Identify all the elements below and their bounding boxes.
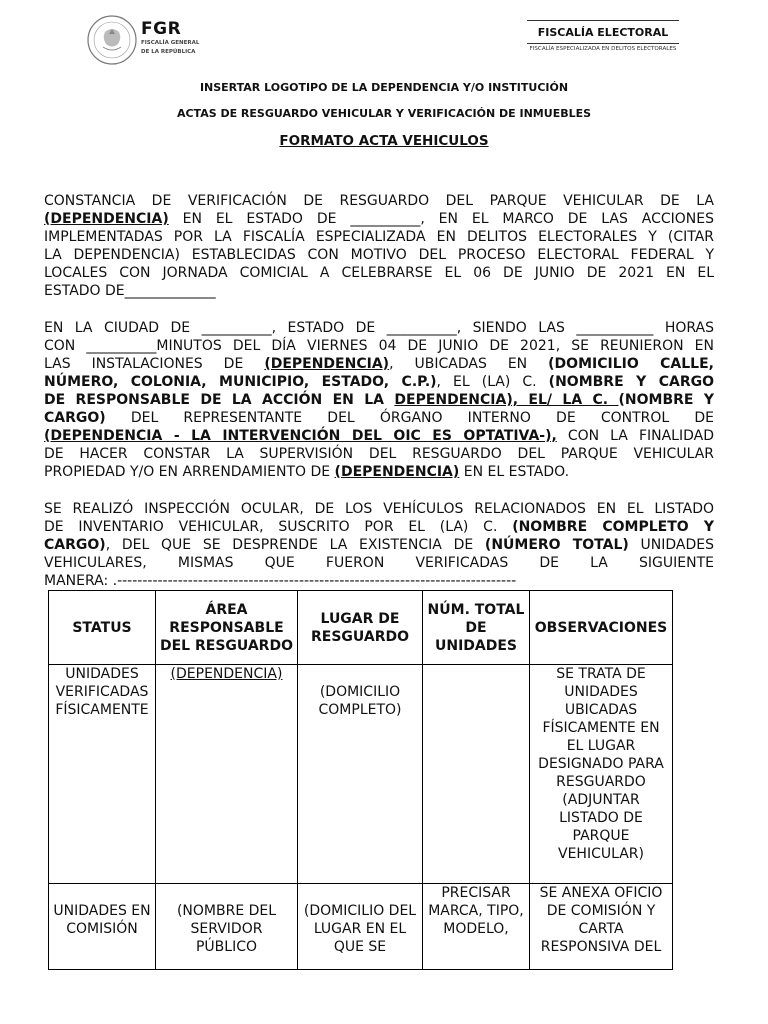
para2-l4a: NÚMERO, COLONIA, MUNICIPIO, ESTADO, C.P.) bbox=[44, 374, 437, 390]
para2-line-9 bbox=[44, 463, 714, 481]
para2-l5a: DE RESPONSABLE DE LA ACCIÓN EN LA bbox=[44, 392, 395, 408]
table-header-row bbox=[49, 591, 673, 665]
para2-l9c: EN EL ESTADO. bbox=[459, 464, 570, 480]
cell-observaciones: SE TRATA DE UNIDADES UBICADAS FÍSICAMENTE EN EL LUGAR DESIGNADO PARA RESGUARDO (ADJUNTAR LISTADO DE PARQUE VEHICULAR) bbox=[530, 665, 673, 884]
para2-line-7 bbox=[44, 427, 714, 445]
para3-l3c: (NÚMERO TOTAL) bbox=[484, 537, 629, 553]
para1-line-2 bbox=[44, 210, 714, 228]
fe-mid-rule bbox=[527, 43, 679, 44]
para3-line-3 bbox=[44, 536, 714, 554]
cell-lugar: (DOMICILIO DEL LUGAR EN EL QUE SE bbox=[298, 884, 423, 970]
vehicle-status-table bbox=[48, 590, 673, 970]
para1-line-5: LOCALES CON JORNADA COMICIAL A CELEBRARSE EL 06 DE JUNIO DE 2021 EN EL bbox=[44, 265, 714, 281]
document-header bbox=[0, 0, 768, 75]
table-row bbox=[49, 884, 673, 970]
paragraph-ciudad bbox=[44, 319, 714, 481]
para2-line-8: DE HACER CONSTAR LA SUPERVISIÓN DEL RESGUARDO DEL PARQUE VEHICULAR bbox=[44, 446, 714, 462]
fe-title: FISCALÍA ELECTORAL bbox=[537, 26, 669, 39]
cell-num-total bbox=[423, 665, 530, 884]
para1-line-2-text: EN EL ESTADO DE __________, EN EL MARCO DE LAS ACCIONES bbox=[168, 211, 714, 227]
para1-line-4: LA DEPENDENCIA) ESTABLECIDAS CON MOTIVO DEL PROCESO ELECTORAL FEDERAL Y bbox=[44, 247, 714, 263]
para2-line-3 bbox=[44, 355, 714, 373]
cell-area: (DEPENDENCIA) bbox=[156, 665, 298, 884]
fgr-logo-subtitle-2: DE LA REPÚBLICA bbox=[141, 48, 196, 55]
para1-line-1: CONSTANCIA DE VERIFICACIÓN DE RESGUARDO DEL PARQUE VEHICULAR DE LA bbox=[44, 193, 714, 209]
heading-insert-logo: INSERTAR LOGOTIPO DE LA DEPENDENCIA Y/O INSTITUCIÓN bbox=[199, 81, 569, 94]
cell-status: UNIDADES VERIFICADAS FÍSICAMENTE bbox=[49, 665, 156, 884]
cell-status: UNIDADES EN COMISIÓN bbox=[49, 884, 156, 970]
cell-area: (NOMBRE DEL SERVIDOR PÚBLICO bbox=[156, 884, 298, 970]
para3-l2a: DE INVENTARIO VEHICULAR, SUSCRITO POR EL (LA) C. bbox=[44, 519, 513, 535]
para2-l6b: DEL REPRESENTANTE DEL ÓRGANO INTERNO DE CONTROL DE bbox=[105, 410, 714, 426]
para3-l3d: UNIDADES bbox=[628, 537, 714, 553]
col-header-num-total: NÚM. TOTAL DE UNIDADES bbox=[423, 591, 530, 665]
fiscalia-electoral-logo bbox=[527, 20, 679, 53]
para2-line-2: CON __________MINUTOS DEL DÍA VIERNES 04 DE JUNIO DE 2021, SE REUNIERON EN bbox=[44, 338, 714, 354]
para2-line-5 bbox=[44, 391, 714, 409]
col-header-status: STATUS bbox=[49, 591, 156, 665]
para2-line-6 bbox=[44, 409, 714, 427]
para2-l5b: DEPENDENCIA), EL/ LA C. bbox=[394, 392, 619, 408]
col-header-observaciones: OBSERVACIONES bbox=[530, 591, 673, 665]
para2-l4b: , EL (LA) C. bbox=[436, 374, 549, 390]
para2-l3a: LAS INSTALACIONES DE bbox=[44, 356, 265, 372]
para2-l3c: , UBICADAS EN bbox=[389, 356, 549, 372]
para3-line-5: MANERA: .------------------------------------------------------------------------------- bbox=[44, 573, 517, 589]
table-row bbox=[49, 665, 673, 884]
para3-line-4: VEHICULARES, MISMAS QUE FUERON VERIFICADAS DE LA SIGUIENTE bbox=[44, 555, 714, 571]
cell-observaciones: SE ANEXA OFICIO DE COMISIÓN Y CARTA RESPONSIVA DEL bbox=[530, 884, 673, 970]
para2-l6a: CARGO) bbox=[44, 410, 106, 426]
para1-line-6: ESTADO DE_____________ bbox=[44, 283, 216, 299]
para2-l4c: (NOMBRE Y CARGO bbox=[548, 374, 714, 390]
para2-l5c: (NOMBRE Y bbox=[618, 392, 714, 408]
cell-lugar: (DOMICILIO COMPLETO) bbox=[298, 665, 423, 884]
para2-l7a: (DEPENDENCIA - LA INTERVENCIÓN DEL OIC ES OPTATIVA-), bbox=[44, 428, 557, 444]
para2-line-1: EN LA CIUDAD DE __________, ESTADO DE __________, SIENDO LAS ___________ HORAS bbox=[44, 320, 714, 336]
paragraph-inspeccion bbox=[44, 500, 714, 590]
heading-actas: ACTAS DE RESGUARDO VEHICULAR Y VERIFICACIÓN DE INMUEBLES bbox=[176, 107, 592, 120]
col-header-lugar: LUGAR DE RESGUARDO bbox=[298, 591, 423, 665]
para2-l9a: PROPIEDAD Y/O EN ARRENDAMIENTO DE bbox=[44, 464, 335, 480]
heading-formato: FORMATO ACTA VEHICULOS bbox=[279, 133, 489, 149]
para2-l3b: (DEPENDENCIA) bbox=[264, 356, 390, 372]
para3-line-2 bbox=[44, 518, 714, 536]
mexico-coat-of-arms-seal bbox=[86, 14, 138, 66]
para3-l2b: (NOMBRE COMPLETO Y bbox=[512, 519, 715, 535]
col-header-area: ÁREA RESPONSABLE DEL RESGUARDO bbox=[156, 591, 298, 665]
paragraph-constancia bbox=[44, 192, 714, 300]
fgr-logo-subtitle-1: FISCALÍA GENERAL bbox=[141, 40, 200, 46]
para2-line-4 bbox=[44, 373, 714, 391]
fe-subtitle: FISCALÍA ESPECIALIZADA EN DELITOS ELECTORALES bbox=[529, 46, 677, 52]
fe-top-rule bbox=[527, 20, 679, 21]
para1-line-3: IMPLEMENTADAS POR LA FISCALÍA ESPECIALIZADA EN DELITOS ELECTORALES Y (CITAR bbox=[44, 229, 714, 245]
para2-l9b: (DEPENDENCIA) bbox=[334, 464, 460, 480]
fgr-logo bbox=[141, 20, 211, 55]
dependencia-placeholder: (DEPENDENCIA) bbox=[44, 211, 169, 227]
para3-line-1: SE REALIZÓ INSPECCIÓN OCULAR, DE LOS VEHÍCULOS RELACIONADOS EN EL LISTADO bbox=[44, 501, 714, 517]
para2-l3d: (DOMICILIO CALLE, bbox=[548, 356, 714, 372]
cell-num-total: PRECISAR MARCA, TIPO, MODELO, bbox=[423, 884, 530, 970]
para2-l7b: CON LA FINALIDAD bbox=[556, 428, 714, 444]
para3-l3a: CARGO) bbox=[44, 537, 106, 553]
para3-l3b: , DEL QUE SE DESPRENDE LA EXISTENCIA DE bbox=[105, 537, 485, 553]
fgr-logo-title: FGR bbox=[141, 19, 182, 39]
